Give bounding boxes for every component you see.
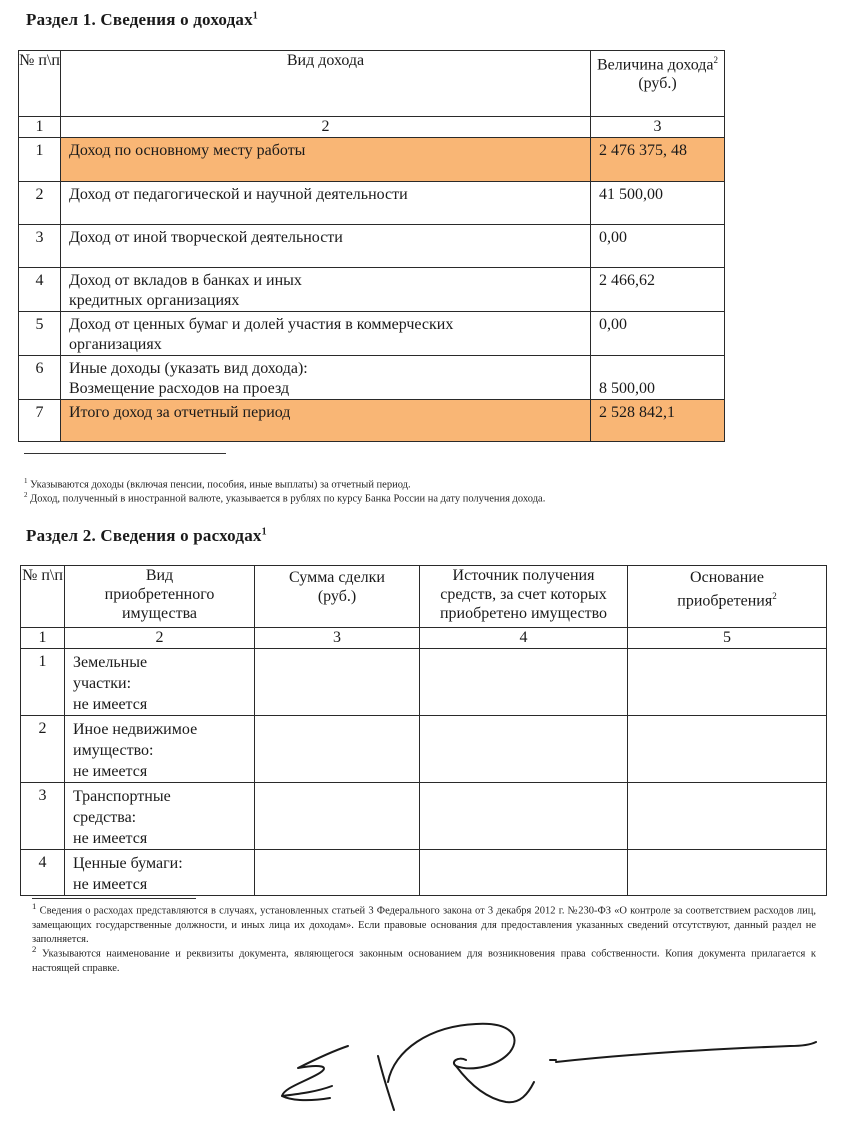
- acquisition-basis-cell: [628, 649, 827, 716]
- handwritten-signature-icon: [270, 1010, 830, 1120]
- expense-colnum-4: 4: [420, 628, 628, 649]
- expense-header-row: [21, 566, 827, 628]
- income-header-amount: Величина дохода$^2$ (руб.): [591, 51, 725, 117]
- footnote-expense-2: $^2$ Указываются наименование и реквизиты документа, являющегося законным основанием для возникновения права собственности. Копия документа прилагается к настоящей справке.: [32, 944, 817, 974]
- expense-header-source: Источник получения средств, за счет которых приобретено имущество: [420, 566, 628, 628]
- income-amount: 2 476 375, 48: [591, 138, 725, 182]
- property-kind: Ценные бумаги: не имеется: [65, 850, 255, 896]
- income-amount: 8 500,00: [591, 356, 725, 400]
- income-colnum-2: 2: [61, 117, 591, 138]
- section1-title-sup: 1: [252, 10, 258, 22]
- footnote-2: $^2$ Доход, полученный в иностранной валюте, указывается в рублях по курсу Банка России на дату получения дохода.: [24, 491, 546, 505]
- property-kind: Транспортные средства: не имеется: [65, 783, 255, 850]
- income-colnum-3: 3: [591, 117, 725, 138]
- funding-source-cell: [420, 850, 628, 896]
- funding-source-cell: [420, 649, 628, 716]
- expense-header-kind: Вид приобретенного имущества: [65, 566, 255, 628]
- table-row: [19, 182, 725, 225]
- table-row: [21, 716, 827, 783]
- income-kind: Итого доход за отчетный период: [61, 400, 591, 442]
- expense-header-no: № п\п: [21, 566, 65, 628]
- property-kind: Земельные участки: не имеется: [65, 649, 255, 716]
- section2-title-text: Раздел 2. Сведения о расходах: [26, 526, 262, 545]
- row-number: 2: [21, 716, 65, 783]
- deal-amount-cell: [255, 649, 420, 716]
- deal-amount-cell: [255, 716, 420, 783]
- income-amount: 2 466,62: [591, 268, 725, 312]
- income-kind: [61, 356, 591, 400]
- row-number: 3: [19, 225, 61, 268]
- row-number: 3: [21, 783, 65, 850]
- table-row: [19, 138, 725, 182]
- expense-colnum-5: 5: [628, 628, 827, 649]
- income-header-row: [19, 51, 725, 117]
- acquisition-basis-cell: [628, 716, 827, 783]
- row-number: 5: [19, 312, 61, 356]
- row-number: 7: [19, 400, 61, 442]
- income-kind: Доход по основному месту работы: [61, 138, 591, 182]
- expense-header-basis: Основание приобретения$^2$: [628, 566, 827, 628]
- table-row: [19, 268, 725, 312]
- table-row: [21, 649, 827, 716]
- income-amount: 2 528 842,1: [591, 400, 725, 442]
- income-kind: Доход от вкладов в банках и иных кредитных организациях: [61, 268, 591, 312]
- income-kind: Доход от педагогической и научной деятельности: [61, 182, 591, 225]
- expense-header-amount: Сумма сделки (руб.): [255, 566, 420, 628]
- income-amount: 41 500,00: [591, 182, 725, 225]
- expense-colnum-row: [21, 628, 827, 649]
- footnote-1: $^1$ Указываются доходы (включая пенсии, пособия, иные выплаты) за отчетный период.: [24, 477, 411, 491]
- section2-title-sup: 1: [261, 526, 267, 538]
- table-row: [19, 400, 725, 442]
- expense-colnum-1: 1: [21, 628, 65, 649]
- acquisition-basis-cell: [628, 783, 827, 850]
- deal-amount-cell: [255, 783, 420, 850]
- row-number: 4: [21, 850, 65, 896]
- deal-amount-cell: [255, 850, 420, 896]
- section1-title-text: Раздел 1. Сведения о доходах: [26, 10, 253, 29]
- funding-source-cell: [420, 783, 628, 850]
- row-number: 1: [19, 138, 61, 182]
- row-number: 4: [19, 268, 61, 312]
- expense-colnum-3: 3: [255, 628, 420, 649]
- table-row: [19, 356, 725, 400]
- funding-source-cell: [420, 716, 628, 783]
- table-row: [19, 312, 725, 356]
- acquisition-basis-cell: [628, 850, 827, 896]
- income-table: [18, 50, 725, 442]
- income-colnum-row: [19, 117, 725, 138]
- table-row: [21, 783, 827, 850]
- row-number: 1: [21, 649, 65, 716]
- row-number: 6: [19, 356, 61, 400]
- table-row: [19, 225, 725, 268]
- income-amount: 0,00: [591, 312, 725, 356]
- expense-table: [20, 565, 827, 896]
- income-kind: Доход от иной творческой деятельности: [61, 225, 591, 268]
- income-header-kind: Вид дохода: [61, 51, 591, 117]
- income-kind-line1: Иные доходы (указать вид дохода):: [69, 360, 308, 377]
- income-kind-line2: Возмещение расходов на проезд: [69, 380, 290, 397]
- table-row: [21, 850, 827, 896]
- footnote-expense-1: $^1$ Сведения о расходах представляются в случаях, установленных статьей 3 Федерального закона от 3 декабря 2012 г. №230-ФЗ «О контроле за соответствием расходов лиц, замещающих государственные должности, и иных лица их доходам». Если правовые основания для предоставления указанных сведений отсутствуют, данный раздел не заполняется.: [32, 901, 816, 945]
- income-header-no: № п\п: [19, 51, 61, 117]
- income-amount: 0,00: [591, 225, 725, 268]
- section1-title: [26, 10, 258, 30]
- income-colnum-1: 1: [19, 117, 61, 138]
- footnote-divider: [24, 453, 226, 454]
- property-kind: Иное недвижимое имущество: не имеется: [65, 716, 255, 783]
- row-number: 2: [19, 182, 61, 225]
- expense-colnum-2: 2: [65, 628, 255, 649]
- section2-title: [26, 526, 267, 546]
- income-kind: Доход от ценных бумаг и долей участия в коммерческих организациях: [61, 312, 591, 356]
